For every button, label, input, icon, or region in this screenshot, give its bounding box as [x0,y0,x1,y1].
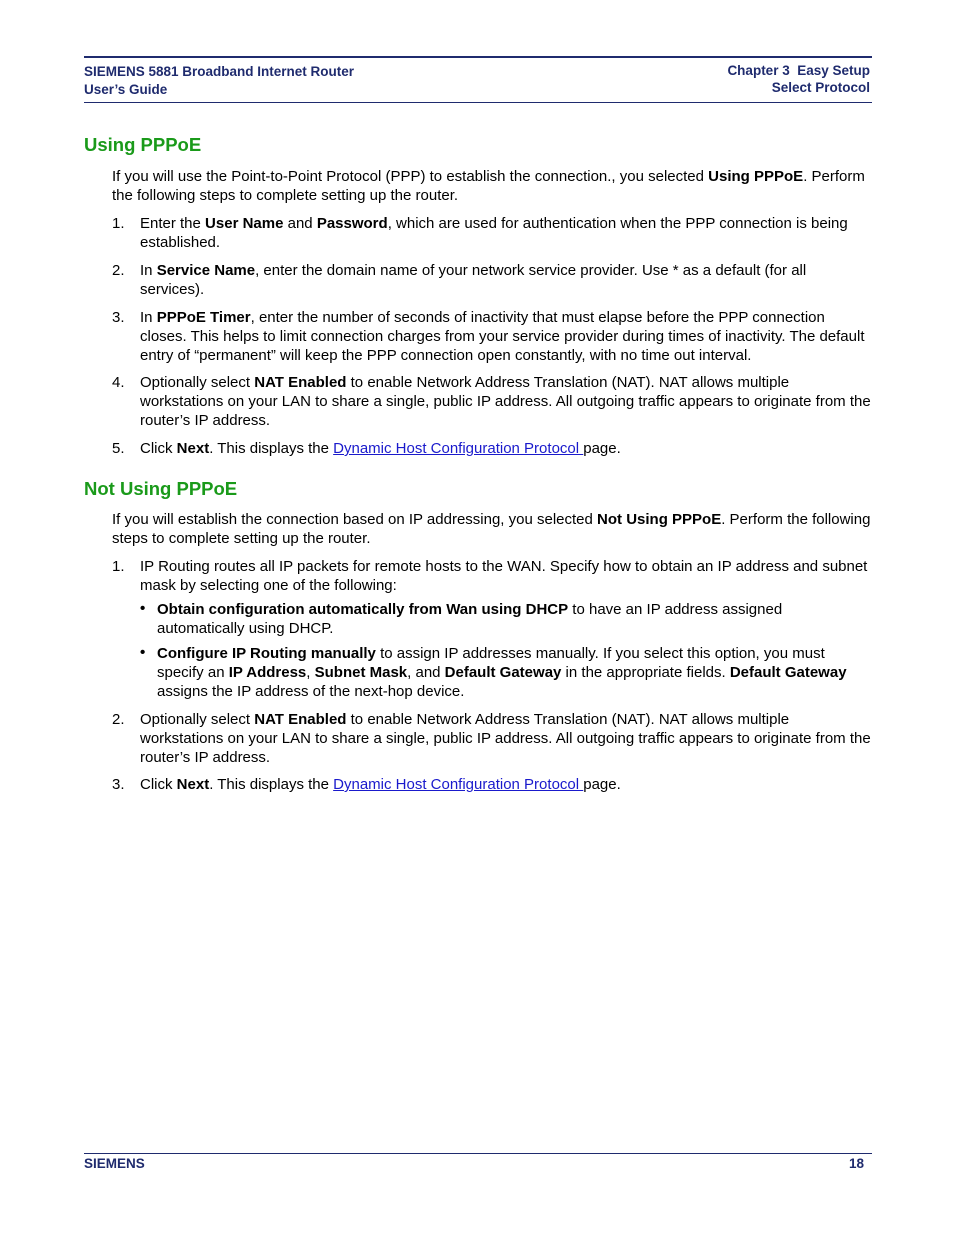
step-text-part: , enter the number of seconds of inactivity that must elapse before the PPP connection closes. This helps to limit connection charges from your service provider during times of inactivity. The default entry of “permanent” will keep the PPP connection open constantly, with no time out interval. [140,309,865,364]
step-text-bold: Password [316,215,388,232]
step-text-part: Click [140,776,177,793]
bullet-text-part: , and [407,664,445,681]
step-text [140,214,872,252]
step-text [140,308,872,365]
dhcp-link[interactable]: Dynamic Host Configuration Protocol [333,776,584,793]
step-text-part: Optionally select [140,374,255,391]
step-text-part: to enable Network Address Translation (NAT). NAT allows multiple workstations on your LAN to share a single, public IP address. All outgoing traffic appears to originate from the router’s IP address. [140,374,871,429]
header-guide-name: User’s Guide [84,82,168,97]
header-section: Select Protocol [771,80,870,95]
dhcp-link[interactable]: Dynamic Host Configuration Protocol [333,440,584,457]
step-text [140,439,872,458]
step-text-part: to enable Network Address Translation (NAT). NAT allows multiple workstations on your LAN to share a single, public IP address. All outgoing traffic appears to originate from the router’s IP address. [140,711,871,766]
footer-page-number: 18 [848,1156,864,1171]
step-text-part: . This displays the [209,440,334,457]
footer-rule [84,1153,872,1154]
intro-bold: Not Using PPPoE [597,511,722,528]
intro-text: . Perform the following steps to complete setting up the router. [112,511,871,547]
bullet-text-bold: IP Address [228,664,307,681]
step-number: 2. [112,262,125,279]
header-document-title [84,63,354,99]
step-number: 2. [112,711,125,728]
step-number: 4. [112,374,125,391]
step-text-part: page. [583,776,621,793]
footer-brand: SIEMENS [84,1156,145,1171]
bullet-text-bold: Obtain configuration automatically from Wan using DHCP [157,601,569,618]
header-rule-bottom [84,102,872,103]
header-rule-top [84,56,872,58]
bullet-text-bold: Configure IP Routing manually [157,645,376,662]
step-number: 1. [112,215,125,232]
intro-bold: Using PPPoE [708,168,804,185]
header-product-name: SIEMENS 5881 Broadband Internet Router [84,64,355,79]
step-text-bold: User Name [205,215,284,232]
step-text-bold: Next [176,440,210,457]
step-number: 3. [112,309,125,326]
bullet-text-part: in the appropriate fields. [561,664,730,681]
bullet-text [157,600,872,638]
header-chapter: Chapter 3 Easy Setup [727,63,870,78]
step-text-part: and [283,215,317,232]
step-text: IP Routing routes all IP packets for remote hosts to the WAN. Specify how to obtain an IP address and subnet mask by selecting one of the following: [140,558,868,594]
bullet-icon: • [140,600,146,617]
step-text-bold: Service Name [156,262,256,279]
intro-text: If you will establish the connection based on IP addressing, you selected [112,511,598,528]
bullet-text [157,644,872,701]
step-text [140,373,872,430]
bullet-text-bold: Subnet Mask [314,664,408,681]
section2-intro [112,510,872,548]
step-text-part: Enter the [140,215,206,232]
step-text-part: , which are used for authentication when the PPP connection is being established. [140,215,848,251]
step-number: 1. [112,558,125,575]
step-text-bold: PPPoE Timer [156,309,251,326]
step-text-part: , enter the domain name of your network service provider. Use * as a default (for all services). [140,262,807,298]
bullet-text-bold: Default Gateway [444,664,562,681]
section-heading-using-pppoe: Using PPPoE [84,134,202,155]
step-text [140,775,872,794]
step-text-bold: NAT Enabled [254,711,347,728]
intro-text: . Perform the following steps to complete setting up the router. [112,168,865,204]
step-text-bold: Next [176,776,210,793]
step-number: 5. [112,440,125,457]
step-text-bold: NAT Enabled [254,374,347,391]
bullet-text-part: to have an IP address assigned automatically using DHCP. [157,601,783,637]
step-text-part: Optionally select [140,711,255,728]
intro-text: If you will use the Point-to-Point Protocol (PPP) to establish the connection., you selected [112,168,709,185]
bullet-text-bold: Default Gateway [729,664,847,681]
bullet-icon: • [140,644,146,661]
bullet-text-part: , [306,664,315,681]
step-text-part: In [140,309,157,326]
bullet-text-part: assigns the IP address of the next-hop device. [157,683,465,700]
section1-intro [112,167,872,205]
step-text [140,261,872,299]
section-heading-not-using-pppoe: Not Using PPPoE [84,478,238,499]
step-number: 3. [112,776,125,793]
step-text-part: . This displays the [209,776,334,793]
bullet-text-part: to assign IP addresses manually. If you select this option, you must specify an [157,645,825,681]
header-chapter-info [727,62,870,96]
step-text-part: In [140,262,157,279]
step-text-part: page. [583,440,621,457]
step-text-part: Click [140,440,177,457]
step-text [140,710,872,767]
